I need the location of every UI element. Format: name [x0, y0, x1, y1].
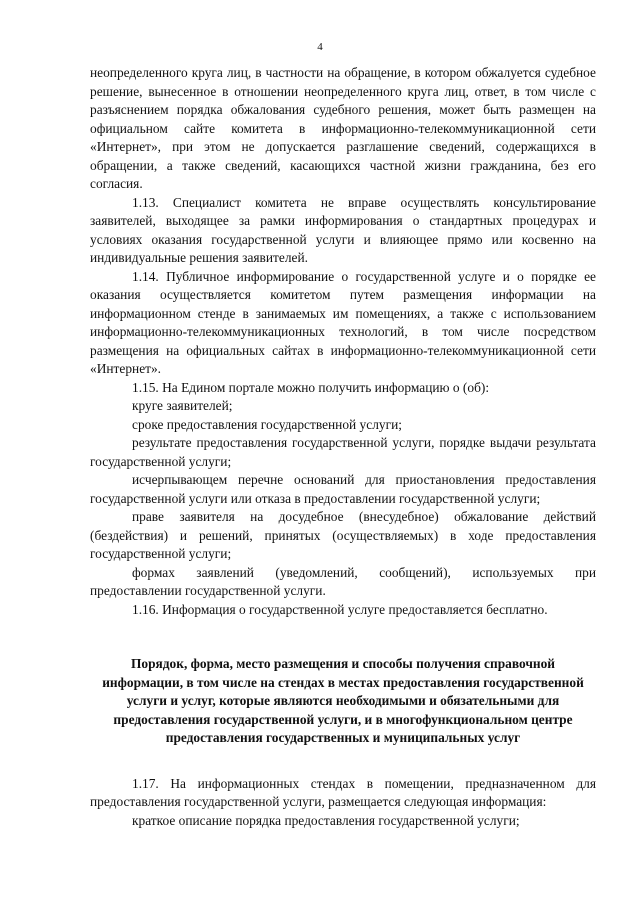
paragraph-1-13: 1.13. Специалист комитета не вправе осуществлять консультирование заявителей, выходящее за рамки информирования о стандартных процедурах и условиях оказания государственной услуги и влияющее прямо или косвенно на индивидуальные решения заявителей.	[90, 194, 596, 265]
list-item: круге заявителей;	[132, 398, 233, 413]
page-number: 4	[317, 41, 323, 53]
paragraph-1-15: 1.15. На Едином портале можно получить информацию о (об):	[132, 379, 490, 395]
list-item: результате предоставления государственной услуги, порядке выдачи результата государственной услуги;	[90, 435, 596, 469]
paragraph-1-16: 1.16. Информация о государственной услуге предоставляется бесплатно.	[132, 601, 548, 617]
list-item: формах заявлений (уведомлений, сообщений), используемых при предоставлении государственной услуги.	[90, 564, 596, 598]
paragraph-continuation: неопределенного круга лиц, в частности на обращение, в котором обжалуется судебное решение, вынесенное в отношении неопределенного круга лиц, ответ, в том числе с разъяснением порядка обжалования судебного решения, может быть размещен на официальном сайте комитета в информационно-телекоммуникационной сети «Интернет», при этом не допускается разглашение сведений, содержащихся в обращении, а также сведений, касающихся частной жизни гражданина, без его согласия.	[90, 65, 596, 191]
list-item: праве заявителя на досудебное (внесудебное) обжалование действий (бездействия) и решений, принятых (осуществляемых) в ходе предоставления государственной услуги;	[90, 509, 596, 561]
section-heading: Порядок, форма, место размещения и способы получения справочной информации, в том числе на стендах в местах предоставления государственной услуги и услуг, которые являются необходимыми и обязательными для предоставления государственной услуги, и в многофункциональном центре предоставления государственных и муниципальных услуг	[102, 656, 584, 745]
list-item: краткое описание порядка предоставления государственной услуги;	[132, 812, 520, 828]
list-item: исчерпывающем перечне оснований для приостановления предоставления государственной услуги или отказа в предоставлении государственной услуги;	[90, 472, 596, 506]
paragraph-1-14: 1.14. Публичное информирование о государственной услуге и о порядке ее оказания осуществляется комитетом путем размещения информации на информационном стенде в занимаемых им помещениях, а также с использованием информационно-телекоммуникационных технологий, в том числе посредством размещения на официальных сайтах в информационно-телекоммуникационной сети «Интернет».	[90, 268, 596, 376]
list-item: сроке предоставления государственной услуги;	[132, 416, 402, 432]
paragraph-1-17: 1.17. На информационных стендах в помещении, предназначенном для предоставления государственной услуги, размещается следующая информация:	[90, 775, 596, 809]
document-body	[90, 64, 596, 830]
